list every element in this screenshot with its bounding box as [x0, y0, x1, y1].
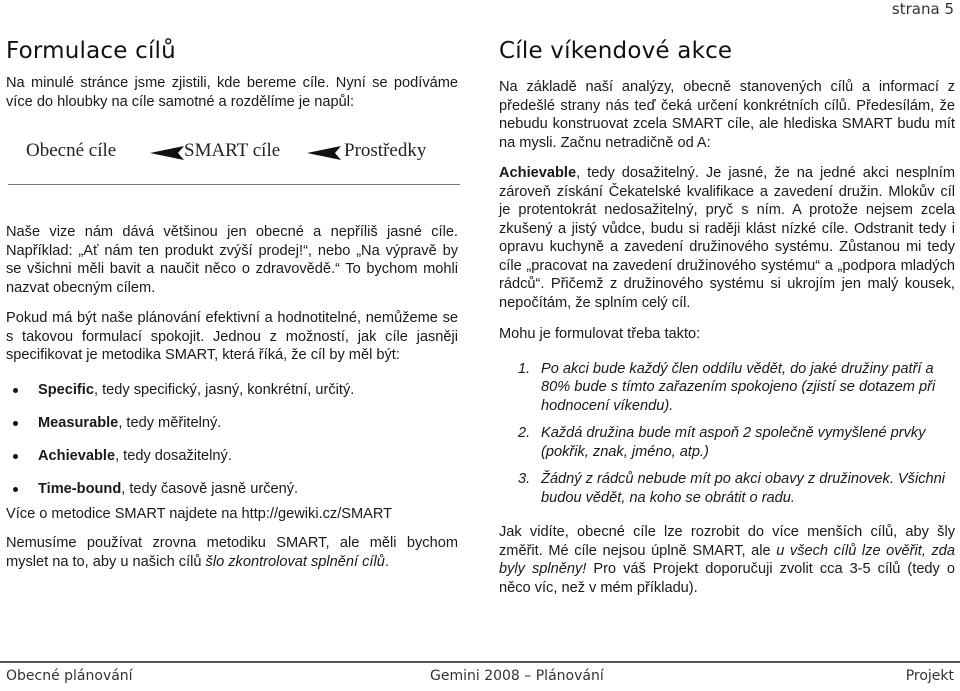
- goal-number: 2.: [518, 425, 531, 441]
- paragraph-formulate: Mohu je formulovat třeba takto:: [499, 326, 701, 342]
- achievable-term: Achievable: [499, 165, 577, 181]
- list-item: [6, 414, 458, 447]
- paragraph-analysis: Na základě naší analýzy, obecně stanovených cílů a informací z předešlé strany nás teď čeká určení konkrétních cílů. Předesílám, že nebudu konstruovat zcela SMART cíle, ale hlediska SMART budu mít na mysli. Začnu netradičně od A:: [499, 79, 955, 151]
- criteria-desc: , tedy dosažitelný.: [115, 447, 232, 464]
- criteria-term: Time-bound: [38, 480, 122, 497]
- intro-paragraph: Na minulé stránce jsme zjistili, kde bereme cíle. Nyní se podíváme více do hloubky na cíle samotné a rozdělíme je napůl:: [6, 75, 458, 110]
- closing-text-end: Pro váš Projekt doporučuji zvolit cca 3-5 cílů (tedy o něco víc, než v mém příkladu).: [499, 561, 955, 596]
- footer-left: Obecné plánování: [6, 668, 133, 684]
- left-column: [6, 38, 458, 571]
- closing-emphasis: šlo zkontrolovat splnění cílů: [205, 553, 385, 570]
- list-item: [6, 480, 458, 513]
- goals-list: [499, 360, 955, 508]
- flow-divider: [8, 184, 460, 185]
- goal-text: Žádný z rádců nebude mít po akci obavy z družinovek. Všichni budou vědět, na koho se obrátit o radu.: [541, 471, 945, 506]
- bullet-icon: [13, 454, 18, 459]
- smart-link-text: Více o metodice SMART najdete na http://gewiki.cz/SMART: [6, 505, 393, 522]
- closing-emphasis: u všech cílů lze ověřit, zda byly splněny!: [499, 542, 955, 577]
- criteria-term: Achievable: [38, 447, 116, 464]
- list-item: [499, 360, 955, 416]
- paragraph-closing-left: [6, 534, 458, 571]
- paragraph-smart-intro: Pokud má být naše plánování efektivní a hodnotitelné, nemůžeme se s takovou formulací spokojit. Jednou z možností, jak cíle jasněji specifikovat je metodika SMART, která říká, že cíl by měl být:: [6, 310, 458, 363]
- right-column: [499, 38, 955, 597]
- criteria-desc: , tedy specifický, jasný, konkrétní, určitý.: [93, 381, 355, 398]
- closing-end: .: [384, 553, 389, 570]
- criteria-term: Specific: [38, 381, 94, 398]
- goal-text: Po akci bude každý člen oddílu vědět, do jaké družiny patří a 80% bude s tímto zařazením spokojeno (zjistí se dotazem při hodnocení víkendu).: [541, 360, 936, 414]
- criteria-desc: , tedy měřitelný.: [118, 414, 222, 431]
- arrow-right-icon: [150, 146, 184, 160]
- goal-number: 1.: [518, 360, 531, 377]
- section-title-right: Cíle víkendové akce: [499, 38, 733, 64]
- arrow-right-icon: [307, 146, 341, 160]
- list-item: [499, 470, 955, 507]
- goal-number: 3.: [518, 471, 531, 487]
- closing-text: Jak vidíte, obecné cíle lze rozrobit do více menších cílů, aby šly změřit. Mé cíle nejsou úplně SMART, ale: [499, 524, 955, 559]
- paragraph-closing-right: [499, 523, 955, 597]
- paragraph-general-goals: Naše vize nám dává většinou jen obecné a nepříliš jasné cíle. Například: „Ať nám ten produkt zvýší prodej!“, nebo „Na výpravě by se všichni měli bavit a naučit něco o zdravovědě.“ To bychom mohli nazvat obecným cílem.: [6, 224, 458, 296]
- list-item: [6, 381, 458, 414]
- goal-flow-diagram: [6, 140, 458, 190]
- list-item: [6, 447, 458, 480]
- bullet-icon: [13, 487, 18, 492]
- flow-general-goals: Obecné cíle: [26, 140, 117, 161]
- flow-smart-goals: SMART cíle: [184, 140, 281, 161]
- achievable-text: , tedy dosažitelný. Je jasné, že na jedné akci nesplním zároveň získání Čekatelské kvalifikace a zavedení družin. Mlokův cíl je protentokrát nedosažitelný, pryč s ním. A protože nejsem zcela zkušený a jistý vůdce, budu si raději klást nízké cíle. Odstranit tedy i opravu kuchyně a zavedení družinového systému. Zůstanou mi tedy cíle „pracovat na zavedení družinového systému“ a „podpora mladých rádců“. Přičemž z družinového systému si ukrojím jen malý kousek, nepočítám, že splním celý cíl.: [499, 165, 955, 311]
- page-number: strana 5: [891, 0, 954, 18]
- smart-criteria-list: [6, 381, 458, 513]
- paragraph-achievable: [499, 164, 955, 312]
- footer-center: Gemini 2008 – Plánování: [430, 668, 604, 684]
- flow-means: Prostředky: [344, 140, 427, 161]
- goal-text: Každá družina bude mít aspoň 2 společně vymyšlené prvky (pokřik, znak, jméno, atp.): [541, 425, 926, 460]
- criteria-term: Measurable: [38, 414, 119, 431]
- closing-text: Nemusíme používat zrovna metodiku SMART, ale měli bychom myslet na to, aby u našich cílů: [6, 535, 458, 570]
- section-title-left: Formulace cílů: [6, 38, 176, 64]
- footer-divider: [0, 661, 960, 663]
- bullet-icon: [13, 421, 18, 426]
- list-item: [499, 424, 955, 461]
- criteria-desc: , tedy časově jasně určený.: [121, 480, 299, 497]
- footer-right: Projekt: [905, 668, 954, 684]
- bullet-icon: [13, 388, 18, 393]
